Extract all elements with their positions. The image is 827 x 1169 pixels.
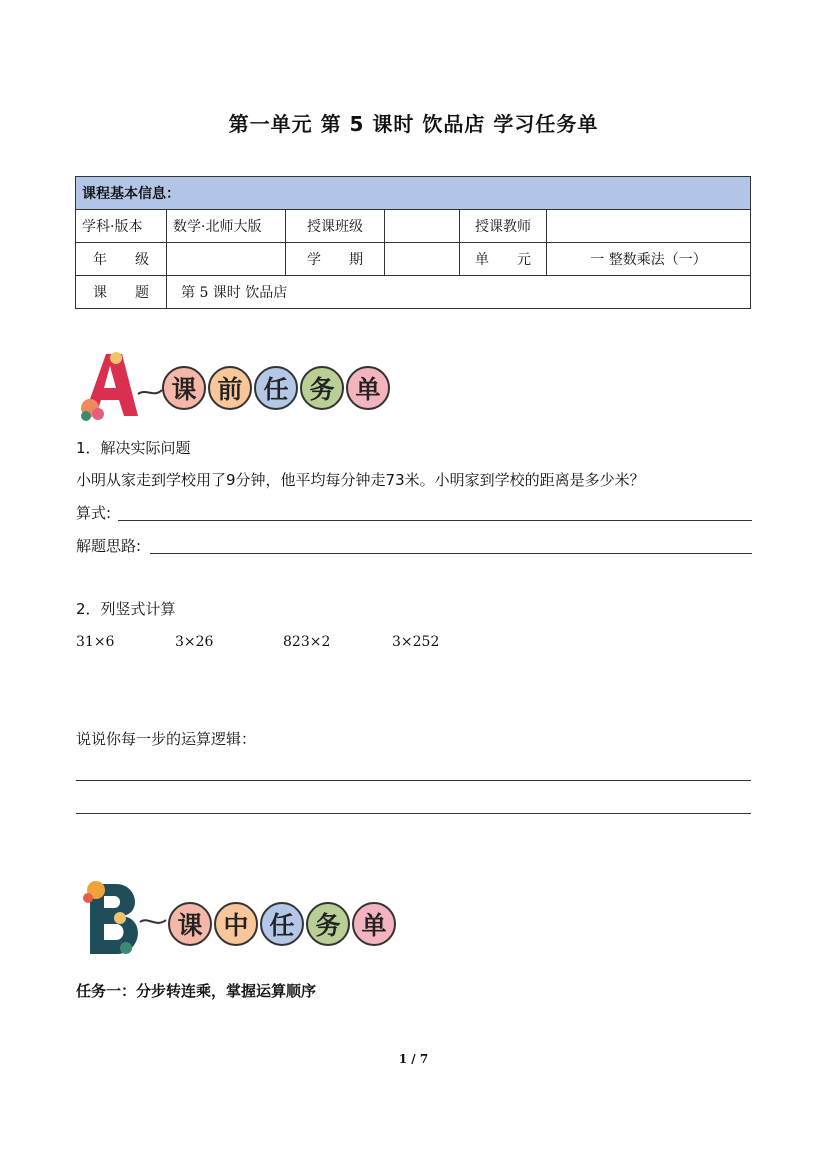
course-info-table	[75, 176, 751, 309]
explain-answer-line-2[interactable]	[76, 813, 751, 814]
calc-item-4: 3×252	[392, 634, 440, 650]
title-char-3: 任	[254, 366, 298, 410]
title-char-5: 单	[346, 366, 390, 410]
title-char-5: 单	[352, 902, 396, 946]
title-char-2: 前	[208, 366, 252, 410]
question-2-title: 2．列竖式计算	[76, 600, 176, 618]
formula-label: 算式:	[76, 504, 112, 522]
thinking-answer-line[interactable]	[150, 553, 752, 554]
class-label: 授课班级	[286, 210, 385, 243]
letter-a-floral-icon	[76, 350, 164, 422]
question-1-text: 小明从家走到学校用了9分钟，他平均每分钟走73米。小明家到学校的距离是多少米？	[76, 471, 645, 489]
title-char-2: 中	[214, 902, 258, 946]
task-1-title: 任务一：分步转连乘，掌握运算顺序	[76, 982, 317, 1000]
class-value	[385, 210, 460, 243]
subject-label: 学科·版本	[76, 210, 167, 243]
subject-value: 数学·北师大版	[167, 210, 286, 243]
calc-item-1: 31×6	[76, 634, 115, 650]
title-char-3: 任	[260, 902, 304, 946]
explain-answer-line-1[interactable]	[76, 780, 751, 781]
grade-value	[167, 243, 286, 276]
explain-prompt: 说说你每一步的运算逻辑：	[76, 730, 257, 748]
page-number: 1 / 7	[398, 1052, 429, 1066]
unit-value: 一 整数乘法（一）	[547, 243, 751, 276]
teacher-label: 授课教师	[460, 210, 547, 243]
title-char-4: 务	[300, 366, 344, 410]
term-value	[385, 243, 460, 276]
question-1-title: 1．解决实际问题	[76, 439, 191, 457]
unit-label: 单 元	[460, 243, 547, 276]
page-title: 第一单元 第 5 课时 饮品店 学习任务单	[228, 112, 599, 136]
formula-answer-line[interactable]	[118, 520, 752, 521]
title-char-1: 课	[162, 366, 206, 410]
grade-label: 年 级	[76, 243, 167, 276]
letter-b-floral-icon	[76, 878, 168, 958]
course-info-header: 课程基本信息：	[76, 177, 751, 210]
topic-label: 课 题	[76, 276, 167, 309]
title-char-4: 务	[306, 902, 350, 946]
calc-item-3: 823×2	[283, 634, 331, 650]
topic-value: 第 5 课时 饮品店	[167, 276, 751, 309]
teacher-value	[547, 210, 751, 243]
term-label: 学 期	[286, 243, 385, 276]
title-char-1: 课	[168, 902, 212, 946]
calc-item-2: 3×26	[175, 634, 214, 650]
thinking-label: 解题思路:	[76, 537, 142, 555]
